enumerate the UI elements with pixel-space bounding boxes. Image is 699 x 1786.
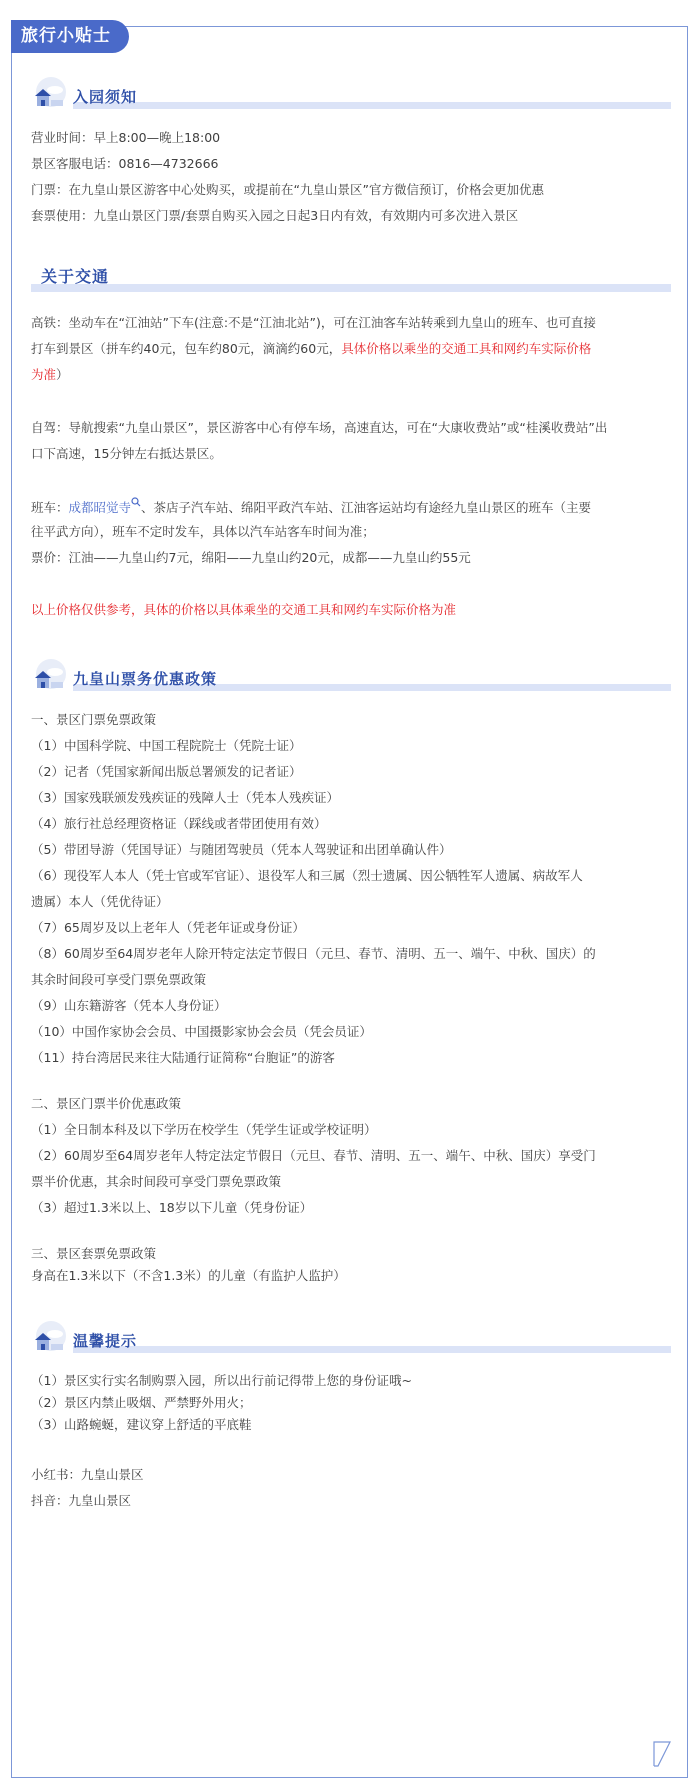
- policy-heading: 二、景区门票半价优惠政策: [31, 1096, 182, 1111]
- list-item: （9）山东籍游客（凭本人身份证）: [31, 998, 227, 1013]
- page-corner-icon: [652, 1738, 672, 1768]
- list-item: （4）旅行社总经理资格证（踩线或者带团使用有效）: [31, 816, 327, 831]
- text-line: 往平武方向），班车不定时发车，具体以汽车站客车时间为准；: [31, 524, 375, 539]
- text-line: 口下高速，15分钟左右抵达景区。: [31, 446, 222, 461]
- section-title: 九皇山票务优惠政策: [73, 670, 218, 688]
- list-item: （11）持台湾居民来往大陆通行证简称“台胞证”的游客: [31, 1050, 335, 1065]
- text-line: 门票：在九皇山景区游客中心处购买，或提前在“九皇山景区”官方微信预订，价格会更加优惠: [31, 182, 544, 197]
- text-line: 自驾：导航搜索“九皇山景区”，景区游客中心有停车场，高速直达，可在“大康收费站”或“桂溪收费站”出: [31, 420, 608, 435]
- text-line: 票价：江油——九皇山约7元，绵阳——九皇山约20元，成都——九皇山约55元: [31, 550, 471, 565]
- section-title: 关于交通: [41, 267, 110, 286]
- xiaohongshu-account: 小红书：九皇山景区: [31, 1467, 144, 1482]
- list-item: （7）65周岁及以上老年人（凭老年证或身份证）: [31, 920, 305, 935]
- text-segment: 打车到景区（拼车约40元，包车约80元，滴滴约60元，: [31, 341, 342, 356]
- house-cloud-icon: [31, 658, 67, 694]
- title-highlight-bar: [73, 1346, 671, 1353]
- house-cloud-icon: [31, 76, 67, 112]
- list-item: （1）全日制本科及以下学历在校学生（凭学生证或学校证明）: [31, 1122, 377, 1137]
- text-line: 景区客服电话：0816—4732666: [31, 156, 219, 171]
- section-title: 温馨提示: [73, 1332, 138, 1350]
- section-header-tips: [31, 1320, 671, 1360]
- list-item: （8）60周岁至64周岁老年人除开特定法定节假日（元旦、春节、清明、五一、端午、中秋、国庆）的: [31, 946, 596, 961]
- title-highlight-bar: [73, 102, 671, 109]
- text-segment: ）: [56, 367, 69, 382]
- list-item: 票半价优惠，其余时间段可享受门票免票政策: [31, 1174, 282, 1189]
- text-line: 套票使用：九皇山景区门票/套票自购买入园之日起3日内有效，有效期内可多次进入景区: [31, 208, 519, 223]
- policy-heading: 一、景区门票免票政策: [31, 712, 157, 727]
- house-cloud-icon: [31, 1320, 67, 1356]
- price-note: 具体价格以乘坐的交通工具和网约车实际价格: [341, 341, 592, 356]
- section-header-policy: [31, 658, 671, 698]
- chengdu-zhaojuesi-link[interactable]: 成都昭觉寺: [68, 500, 132, 516]
- text-line: [31, 497, 671, 517]
- tab-title: 旅行小贴士: [11, 20, 129, 53]
- search-icon[interactable]: [131, 497, 141, 507]
- list-item: （1）中国科学院、中国工程院院士（凭院士证）: [31, 738, 302, 753]
- policy-heading: 三、景区套票免票政策: [31, 1246, 157, 1261]
- text-line: [31, 366, 671, 384]
- section-title: 入园须知: [73, 88, 138, 106]
- title-highlight-bar: [31, 284, 671, 292]
- text-line: 高铁：坐动车在“江油站”下车(注意:不是“江油北站”)，可在江油客车站转乘到九皇山的班车、也可直接: [31, 315, 596, 330]
- list-item: 身高在1.3米以下（不含1.3米）的儿童（有监护人监护）: [31, 1268, 346, 1283]
- list-item: （10）中国作家协会会员、中国摄影家协会会员（凭会员证）: [31, 1024, 372, 1039]
- list-item: （6）现役军人本人（凭士官或军官证）、退役军人和三属（烈士遗属、因公牺牲军人遗属、病故军人: [31, 868, 583, 883]
- section-header-traffic: [31, 258, 671, 298]
- list-item: （2）60周岁至64周岁老年人特定法定节假日（元旦、春节、清明、五一、端午、中秋、国庆）享受门: [31, 1148, 596, 1163]
- text-segment: 班车：: [31, 500, 69, 516]
- price-note: 为准: [31, 367, 57, 382]
- price-disclaimer: 以上价格仅供参考，具体的价格以具体乘坐的交通工具和网约车实际价格为准: [31, 602, 457, 617]
- text-segment: 、茶店子汽车站、绵阳平政汽车站、江油客运站均有途经九皇山景区的班车（主要: [141, 500, 592, 516]
- section-header-entry: [31, 76, 671, 116]
- list-item: （3）国家残联颁发残疾证的残障人士（凭本人残疾证）: [31, 790, 339, 805]
- list-item: 其余时间段可享受门票免票政策: [31, 972, 207, 987]
- list-item: （2）记者（凭国家新闻出版总署颁发的记者证）: [31, 764, 302, 779]
- list-item: （3）山路蜿蜒，建议穿上舒适的平底鞋: [31, 1417, 252, 1432]
- douyin-account: 抖音：九皇山景区: [31, 1493, 132, 1508]
- list-item: （1）景区实行实名制购票入园，所以出行前记得带上您的身份证哦~: [31, 1373, 412, 1388]
- text-line: 营业时间：早上8:00—晚上18:00: [31, 130, 221, 145]
- text-line: [31, 340, 671, 358]
- list-item: （2）景区内禁止吸烟、严禁野外用火；: [31, 1395, 252, 1410]
- list-item: （5）带团导游（凭国导证）与随团驾驶员（凭本人驾驶证和出团单确认件）: [31, 842, 452, 857]
- list-item: （3）超过1.3米以上、18岁以下儿童（凭身份证）: [31, 1200, 313, 1215]
- list-item: 遗属）本人（凭优待证）: [31, 894, 169, 909]
